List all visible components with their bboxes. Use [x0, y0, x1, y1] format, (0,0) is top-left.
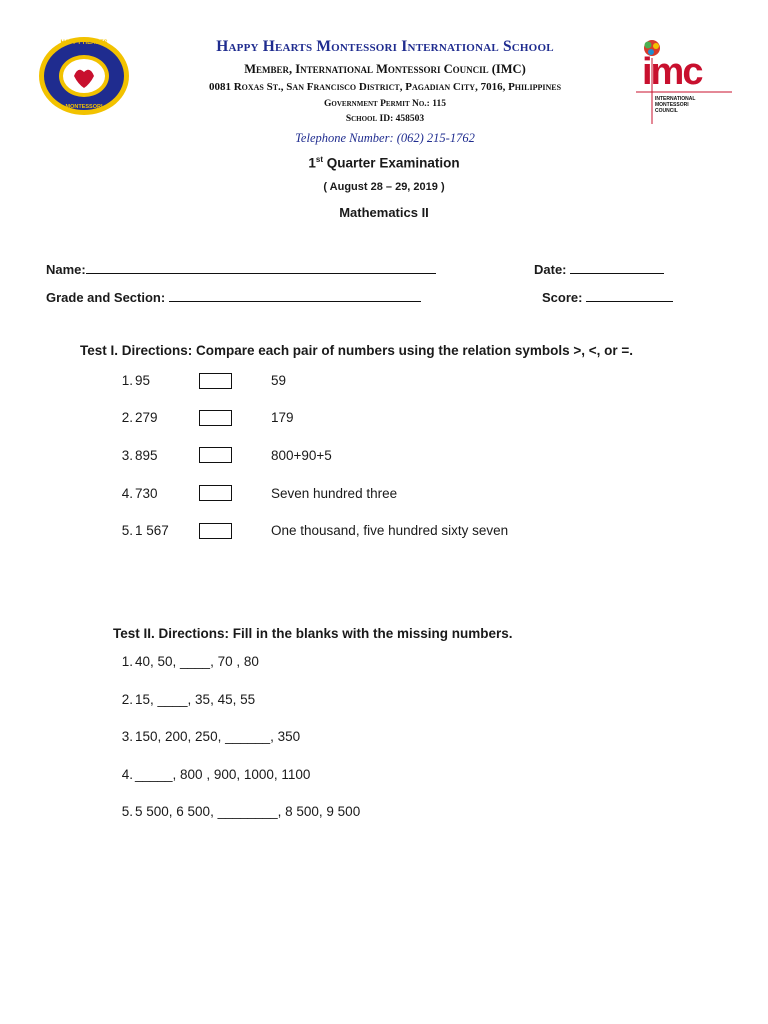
- quarter-title: Quarter Examination: [323, 155, 460, 171]
- exam-title: [0, 155, 768, 171]
- left-value: 730: [135, 486, 158, 501]
- school-address: 0081 Roxas St., San Francisco District, Pagadian City, 7016, Philippines: [208, 81, 562, 93]
- imc-logo-caption: [655, 96, 695, 114]
- grade-section-blank[interactable]: [169, 289, 421, 302]
- score-field[interactable]: [542, 289, 673, 305]
- score-blank[interactable]: [586, 289, 673, 302]
- right-value: 800+90+5: [271, 448, 332, 463]
- government-permit: Government Permit No.: 115: [324, 99, 446, 109]
- comparison-answer-box[interactable]: [199, 410, 232, 426]
- grade-section-field[interactable]: [46, 289, 421, 305]
- number-sequence: 150, 200, 250, ______, 350: [135, 729, 301, 744]
- item-number: 3.: [121, 448, 133, 463]
- date-blank[interactable]: [570, 261, 664, 274]
- grade-section-label: Grade and Section:: [46, 290, 166, 305]
- item-number: 3.: [121, 729, 133, 744]
- imc-logo-mark: imc: [642, 51, 702, 93]
- comparison-answer-box[interactable]: [199, 373, 232, 389]
- left-value: 1 567: [135, 523, 169, 538]
- school-id: School ID: 458503: [345, 114, 425, 124]
- quarter-suffix: st: [315, 155, 324, 164]
- telephone-number: Telephone Number: (062) 215-1762: [295, 131, 475, 145]
- quarter-ordinal: 1: [308, 155, 316, 171]
- score-label: Score:: [542, 290, 583, 305]
- exam-dates: ( August 28 – 29, 2019 ): [323, 181, 445, 193]
- exam-subject: Mathematics II: [339, 205, 429, 220]
- test2-directions: Test II. Directions: Fill in the blanks with the missing numbers.: [113, 626, 513, 641]
- name-blank[interactable]: [86, 261, 436, 274]
- imc-caption-line: COUNCIL: [655, 108, 678, 114]
- date-label: Date:: [534, 262, 567, 277]
- number-sequence: 5 500, 6 500, ________, 8 500, 9 500: [135, 804, 361, 819]
- seal-top-text: HAPPY HEARTS: [60, 40, 108, 46]
- left-value: 895: [135, 448, 158, 463]
- left-value: 279: [135, 410, 158, 425]
- item-number: 1.: [121, 654, 133, 669]
- right-value: One thousand, five hundred sixty seven: [271, 523, 509, 538]
- name-field[interactable]: [46, 261, 436, 277]
- number-sequence: 15, ____, 35, 45, 55: [135, 692, 256, 707]
- item-number: 4.: [121, 767, 133, 782]
- left-value: 95: [135, 373, 151, 388]
- seal-bottom-text: MONTESSORI: [65, 104, 103, 110]
- right-value: 179: [271, 410, 294, 425]
- right-value: Seven hundred three: [271, 486, 398, 501]
- school-name: Happy Hearts Montessori International School: [216, 38, 554, 55]
- imc-caption-line: MONTESSORI: [655, 102, 689, 108]
- date-field[interactable]: [534, 261, 664, 277]
- test1-directions: Test I. Directions: Compare each pair of numbers using the relation symbols >, <, or =.: [80, 343, 634, 358]
- membership-line: Member, International Montessori Council (IMC): [244, 62, 526, 76]
- number-sequence: 40, 50, ____, 70 , 80: [135, 654, 259, 669]
- item-number: 4.: [121, 486, 133, 501]
- item-number: 1.: [121, 373, 133, 388]
- name-label: Name:: [46, 262, 86, 277]
- item-number: 2.: [121, 410, 133, 425]
- item-number: 2.: [121, 692, 133, 707]
- item-number: 5.: [121, 804, 133, 819]
- imc-caption-line: INTERNATIONAL: [655, 96, 696, 102]
- right-value: 59: [271, 373, 287, 388]
- comparison-answer-box[interactable]: [199, 485, 232, 501]
- item-number: 5.: [121, 523, 133, 538]
- comparison-answer-box[interactable]: [199, 447, 232, 463]
- number-sequence: _____, 800 , 900, 1000, 1100: [135, 767, 311, 782]
- comparison-answer-box[interactable]: [199, 523, 232, 539]
